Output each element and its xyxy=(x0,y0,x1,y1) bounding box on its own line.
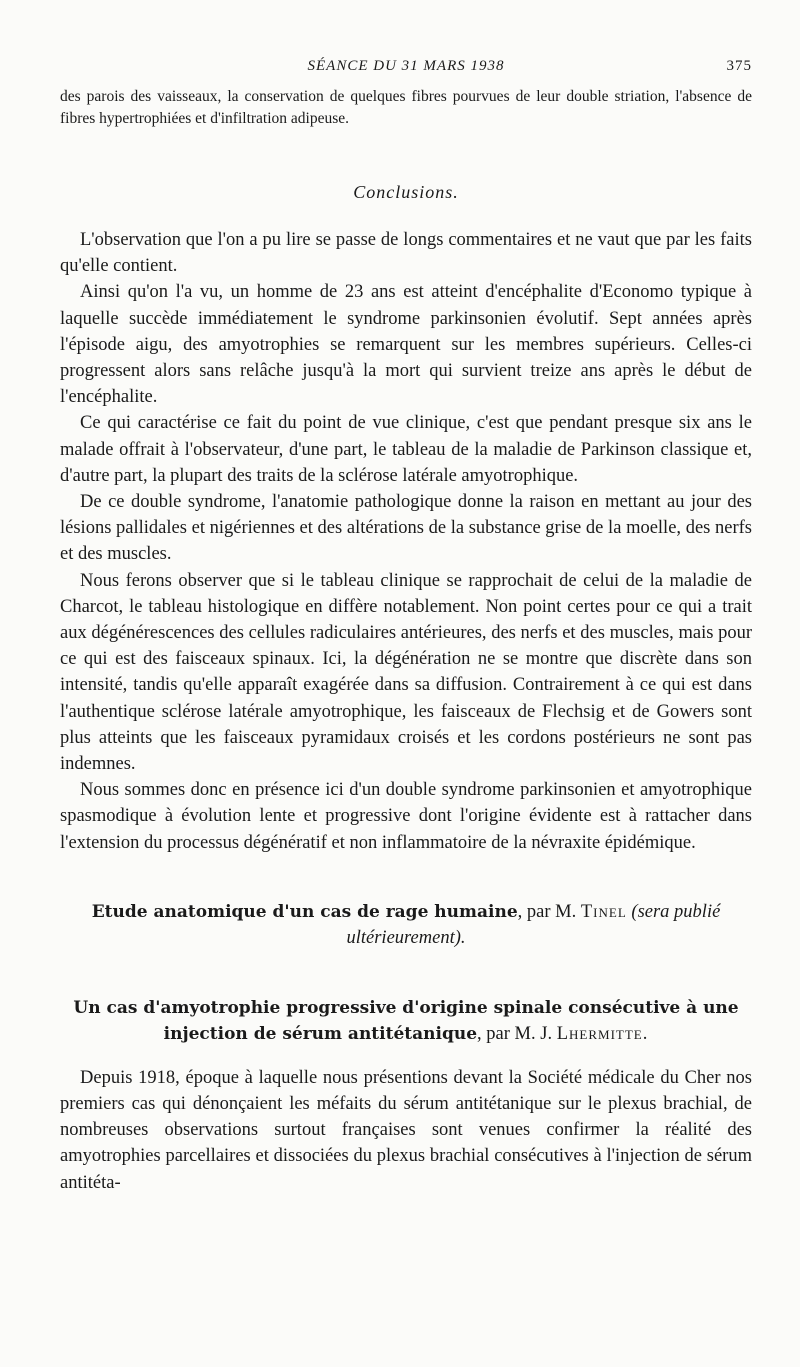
paragraph: Ainsi qu'on l'a vu, un homme de 23 ans est atteint d'encéphalite d'Economo typique à laquelle succède immédiatement le syndrome parkinsonien évolutif. Sept années après l'épisode aigu, des amyotrophies se remarquent sur les membres supérieurs. Celles-ci progressent alors sans relâche jusqu'à la mort qui survient treize ans après le début de l'encéphalite. xyxy=(60,282,752,408)
intro-paragraph: des parois des vaisseaux, la conservation de quelques fibres pourvues de leur double striation, l'absence de fibres hypertrophiées et d'infiltration adipeuse. xyxy=(60,88,752,127)
paragraph: Nous sommes donc en présence ici d'un double syndrome parkinsonien et amyotrophique spasmodique à évolution lente et progressive dont l'origine évidente est à rattacher dans l'extension du processus dégénératif et non inflammatoire de la névraxite épidémique. xyxy=(60,780,752,853)
entry-by: , par M. xyxy=(517,901,577,922)
paragraph: L'observation que l'on a pu lire se passe de longs commentaires et ne vaut que par les faits qu'elle contient. xyxy=(60,230,752,277)
running-head-title: SÉANCE DU 31 MARS 1938 xyxy=(307,58,505,74)
entry-title: Etude anatomique d'un cas de rage humaine xyxy=(91,901,518,922)
entry-note: (sera publié ultérieurement). xyxy=(346,901,721,948)
entry-title: Un cas d'amyotrophie progressive d'origine spinale consécutive à une injection de sérum antitétanique xyxy=(73,997,739,1044)
section-title: Conclusions. xyxy=(353,182,459,202)
paragraph: De ce double syndrome, l'anatomie pathologique donne la raison en mettant au jour des lésions pallidales et nigériennes et des altérations de la substance grise de la moelle, des nerfs et des muscles. xyxy=(60,492,752,565)
paragraph: Nous ferons observer que si le tableau clinique se rapprochait de celui de la maladie de Charcot, le tableau histologique en diffère notablement. Non point certes pour ce qui a trait aux dégénérescences des cellules radiculaires antérieures, des nerfs et des muscles, mais pour ce qui est des faisceaux spinaux. Ici, la dégénération ne se montre que discrète dans son intensité, tandis qu'elle apparaît exagérée dans sa diffusion. Contrairement à ce qui est dans l'authentique sclérose latérale amyotrophique, les faisceaux de Flechsig et de Gowers sont plus atteints que les faisceaux pyramidaux croisés et les cordons postérieurs ne sont pas indemnes. xyxy=(60,570,752,775)
page-number: 375 xyxy=(726,58,752,74)
entry-amyotrophie xyxy=(60,995,752,1047)
conclusions-body xyxy=(60,227,752,856)
entry-rage-humaine xyxy=(60,899,752,951)
paragraph: Depuis 1918, époque à laquelle nous présentions devant la Société médicale du Cher nos premiers cas qui dénonçaient les méfaits du sérum antitétanique sur le plexus brachial, de nombreuses observations surtout françaises sont venues confirmer la réalité des amyotrophies parcellaires et dissociées du plexus brachial consécutives à l'injection de sérum antitéta- xyxy=(60,1067,752,1193)
entry-by: , par M. J. xyxy=(477,1023,553,1044)
entry-author: Tinel xyxy=(580,901,627,922)
page xyxy=(60,58,752,1196)
running-head xyxy=(60,58,752,86)
final-body xyxy=(60,1065,752,1196)
paragraph: Ce qui caractérise ce fait du point de vue clinique, c'est que pendant presque six ans le malade offrait à l'observateur, d'une part, le tableau de la maladie de Parkinson classique et, d'autre part, la plupart des traits de la sclérose latérale amyotrophique. xyxy=(60,413,752,486)
entry-author: Lhermitte. xyxy=(556,1023,649,1044)
